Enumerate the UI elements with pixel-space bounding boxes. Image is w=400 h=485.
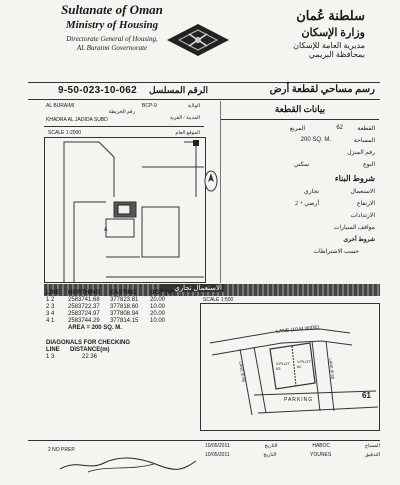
diag-line: 1 3: [46, 354, 55, 360]
date-2: 10/05/2011: [205, 452, 230, 458]
rule-bottom: [28, 440, 380, 441]
area-label: المساحة: [353, 138, 375, 144]
coord-easting: 377814.15: [110, 318, 139, 324]
coord-easting: 377823.81: [110, 297, 139, 303]
use-value: تجاري: [304, 189, 319, 195]
ministry-emblem: [165, 22, 231, 58]
scale-500: SCALE 1:500: [203, 297, 234, 303]
coord-dist: 20.00: [150, 311, 166, 317]
plot-label-63: V.PLOT 63: [276, 361, 290, 371]
footer-row-1: [205, 443, 380, 449]
side-lane-left: LANE (6 M): [238, 361, 247, 383]
ministry-en: Ministry of Housing: [65, 19, 159, 31]
diagonals-heading: DIAGONALS FOR CHECKING: [46, 340, 130, 346]
table-row: [46, 304, 196, 310]
diag-header: [46, 347, 196, 353]
stamp-text: الاستعمال تجاري: [160, 284, 224, 292]
date-label-2: التاريخ: [263, 453, 277, 458]
surveyor-label: المساح: [364, 444, 380, 449]
area-ar: المدينة / القرية: [169, 116, 200, 121]
plot-plan: [200, 303, 380, 431]
prep-label: 2 NO PREP.: [48, 447, 76, 453]
survey-title: رسم مساحي لقطعة أرض: [269, 84, 375, 95]
map-ref-en: BCP-9: [142, 103, 157, 109]
coord-header-dist: DIST (m): [150, 290, 175, 296]
wilayat-ar: الولاية: [187, 104, 200, 109]
plot-data-heading: بيانات القطعة: [274, 104, 326, 114]
parking-label: مواقف السيارات: [333, 225, 375, 231]
plot-data-panel: [220, 101, 379, 283]
type-label: النوع: [363, 162, 375, 168]
coord-line: 4 1: [46, 318, 55, 324]
ministry-ar: وزارة الإسكان: [301, 27, 365, 39]
checked-label: التدقيق: [364, 453, 380, 458]
type-value: سكني: [293, 162, 309, 168]
diag-distance: 22.36: [82, 354, 98, 360]
coord-northing: 2583724.97: [68, 311, 100, 317]
block-label: المربع: [289, 126, 305, 132]
road-label: LANE (10 M WIDE): [276, 324, 320, 335]
coord-header: [46, 290, 196, 296]
footer-right: [205, 443, 380, 458]
coord-line: 2 3: [46, 304, 55, 310]
coord-dist: 10.00: [150, 318, 166, 324]
header-en: [52, 2, 172, 52]
use-label: الاستعمال: [350, 189, 375, 195]
area-value: 200 SQ. M.: [300, 137, 331, 143]
diagonals-block: [46, 340, 196, 360]
coord-line: 3 4: [46, 311, 55, 317]
checked-name: YOUNES: [310, 452, 332, 458]
table-row: [46, 354, 196, 360]
directorate-ar: مديرية العامة للإسكان: [293, 41, 365, 50]
plot-number: 62: [336, 125, 343, 131]
title-en: Sultanate of Oman: [61, 2, 163, 17]
north-arrow-icon: [204, 170, 218, 192]
house-no-label: رقم المنزل: [347, 150, 375, 156]
rule-top: [28, 82, 380, 83]
height-label: الارتفاع: [356, 201, 375, 207]
coord-header-northing: NORTHING: [68, 290, 100, 296]
directorate-en: Directorate General of Housing,: [66, 35, 158, 43]
coord-dist: 10.00: [150, 304, 166, 310]
conditions-heading: شروط البناء: [334, 174, 375, 183]
coord-line: 1 2: [46, 297, 55, 303]
side-lane-right: LANE (6 M): [328, 358, 336, 380]
scale-2000: SCALE 1:2000: [48, 130, 82, 136]
wilayat-en: AL BURAIMI: [46, 103, 75, 109]
title-ar: سلطنة عُمان: [296, 8, 365, 23]
area-total: AREA = 200 SQ. M.: [68, 325, 122, 331]
map-ref-ar: رقم الخريطة: [108, 110, 135, 115]
governorate-ar: بمحافظة البريمي: [308, 50, 365, 59]
date-label-1: التاريخ: [264, 444, 278, 449]
notes: حسب الاشتراطات: [313, 249, 359, 255]
site-map: [44, 137, 206, 283]
serial-label: الرقم المسلسل: [148, 85, 208, 95]
coord-easting: 377808.94: [110, 311, 139, 317]
table-row: [46, 318, 196, 324]
header-ar: [250, 8, 365, 59]
height-value: أرضي + 2: [294, 201, 319, 207]
coordinates-table: [46, 290, 196, 331]
parking-label: PARKING: [284, 397, 314, 403]
coord-easting: 377818.60: [110, 304, 139, 310]
rule-serial: [28, 99, 380, 100]
setbacks-label: الارتدادات: [350, 213, 375, 219]
coord-header-line: LINE: [46, 290, 60, 296]
coord-northing: 2583744.29: [68, 318, 100, 324]
coord-header-easting: EASTING: [110, 290, 137, 296]
coord-northing: 2583741.68: [68, 297, 100, 303]
map-marker-a: A: [104, 227, 108, 233]
diag-header-distance: DISTANCE(m): [70, 347, 110, 353]
serial-number: 9-50-023-10-062: [58, 85, 137, 96]
plot-data-rule: [221, 119, 379, 120]
diag-header-line: LINE: [46, 347, 60, 353]
table-row: [46, 311, 196, 317]
governorate-en: AL Buraimi Governorate: [76, 44, 148, 52]
page-number: 61: [362, 391, 371, 400]
footer-row-2: [205, 452, 380, 458]
rule-location: [44, 126, 204, 127]
signature-block: [58, 455, 198, 473]
plot-label-62: V.PLOT 62: [297, 359, 311, 369]
coord-northing: 2583722.37: [68, 304, 100, 310]
coord-dist: 20.00: [150, 297, 166, 303]
other-conditions: شروط أخرى: [343, 237, 375, 243]
plot-label: القطعة: [357, 126, 375, 132]
surveyor-name: HABOC: [312, 443, 331, 449]
area-en: KHADRA AL JADIDA SUBD: [46, 117, 108, 123]
table-row: [46, 297, 196, 303]
date-1: 10/05/2011: [205, 443, 230, 449]
general-site-label: الموقع العام: [175, 131, 200, 136]
